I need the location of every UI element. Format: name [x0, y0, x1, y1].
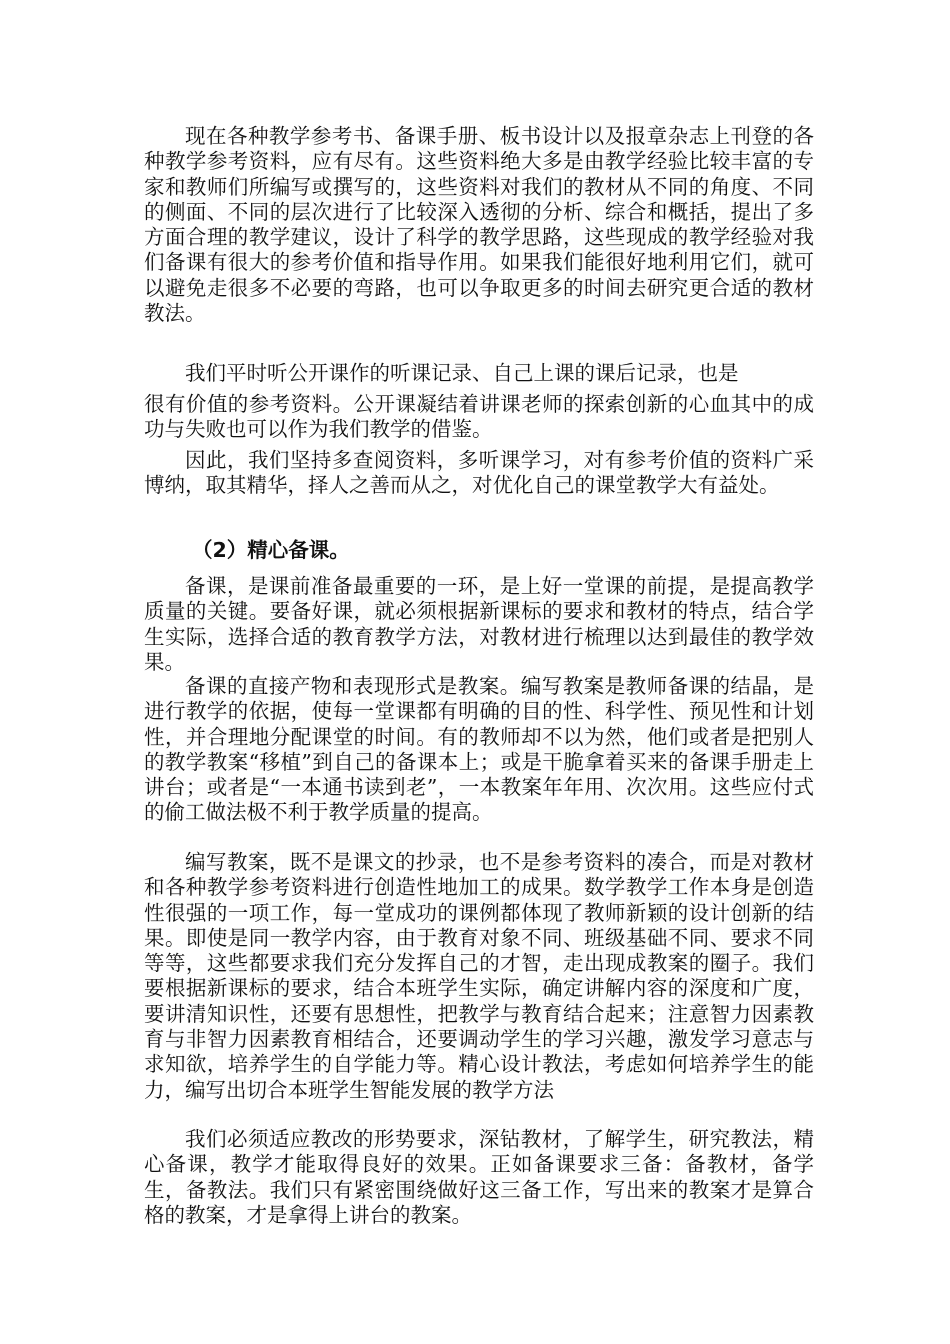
- paragraph-text: 我们必须适应教改的形势要求，深钻教材，了解学生，研究教法，精心备课，教学才能取得良好的效果。正如备课要求三备：备教材，备学生，备教法。我们只有紧密围绕做好这三备工作，写出来的教案才是算合格的教案，才是拿得上讲台的教案。: [144, 1127, 814, 1227]
- paragraph-text: 很有价值的参考资料。公开课凝结着讲课老师的探索创新的心血其中的成功与失败也可以作为我们教学的借鉴。: [144, 392, 814, 442]
- paragraph-lesson-prep: [144, 574, 814, 675]
- paragraph-text: 现在各种教学参考书、备课手册、板书设计以及报章杂志上刊登的各种教学参考资料，应有尽有。这些资料绝大多是由教学经验比较丰富的专家和教师们所编写或撰写的，这些资料对我们的教材从不同的角度、不同的侧面、不同的层次进行了比较深入透彻的分析、综合和概括，提出了多方面合理的教学建议，设计了科学的教学思路，这些现成的教学经验对我们备课有很大的参考价值和指导作用。如果我们能很好地利用它们，就可以避免走很多不必要的弯路，也可以争取更多的时间去研究更合适的教材教法。: [144, 124, 814, 326]
- paragraph-writing-plans: [144, 850, 814, 1103]
- section-heading: （2）精心备课。: [192, 538, 350, 562]
- paragraph-reference-materials: [144, 124, 814, 326]
- paragraph-lecture-notes-continued: [144, 392, 814, 443]
- paragraph-lecture-notes-start: [144, 361, 814, 386]
- paragraph-lesson-plan: [144, 674, 814, 826]
- paragraph-text: 我们平时听公开课作的听课记录、自己上课的课后记录，也是: [185, 361, 739, 385]
- paragraph-conclusion: [144, 448, 814, 499]
- paragraph-three-preparations: [144, 1127, 814, 1228]
- paragraph-text: 备课，是课前准备最重要的一环，是上好一堂课的前提，是提高教学质量的关键。要备好课，就必须根据新课标的要求和教材的特点，结合学生实际，选择合适的教育教学方法，对教材进行梳理以达到最佳的教学效果。: [144, 574, 814, 674]
- paragraph-text: 备课的直接产物和表现形式是教案。编写教案是教师备课的结晶，是进行教学的依据，使每一堂课都有明确的目的性、科学性、预见性和计划性，并合理地分配课堂的时间。有的教师却不以为然，他们或者是把别人的教学教案“移植”到自己的备课本上；或是干脆拿着买来的备课手册走上讲台；或者是“一本通书读到老”，一本教案年年用、次次用。这些应付式的偷工做法极不利于教学质量的提高。: [144, 674, 814, 825]
- paragraph-text: 编写教案，既不是课文的抄录，也不是参考资料的凑合，而是对教材和各种教学参考资料进行创造性地加工的成果。数学教学工作本身是创造性很强的一项工作，每一堂成功的课例都体现了教师新颖的设计创新的结果。即使是同一教学内容，由于教育对象不同、班级基础不同、要求不同等等，这些都要求我们充分发挥自己的才智，走出现成教案的圈子。我们要根据新课标的要求，结合本班学生实际，确定讲解内容的深度和广度，要讲清知识性，还要有思想性，把教学与教育结合起来；注意智力因素教育与非智力因素教育相结合，还要调动学生的学习兴趣，激发学习意志与求知欲，培养学生的自学能力等。精心设计教法，考虑如何培养学生的能力，编写出切合本班学生智能发展的教学方法: [144, 850, 814, 1102]
- paragraph-text: 因此，我们坚持多查阅资料，多听课学习，对有参考价值的资料广采博纳，取其精华，择人之善而从之，对优化自己的课堂教学大有益处。: [144, 448, 814, 498]
